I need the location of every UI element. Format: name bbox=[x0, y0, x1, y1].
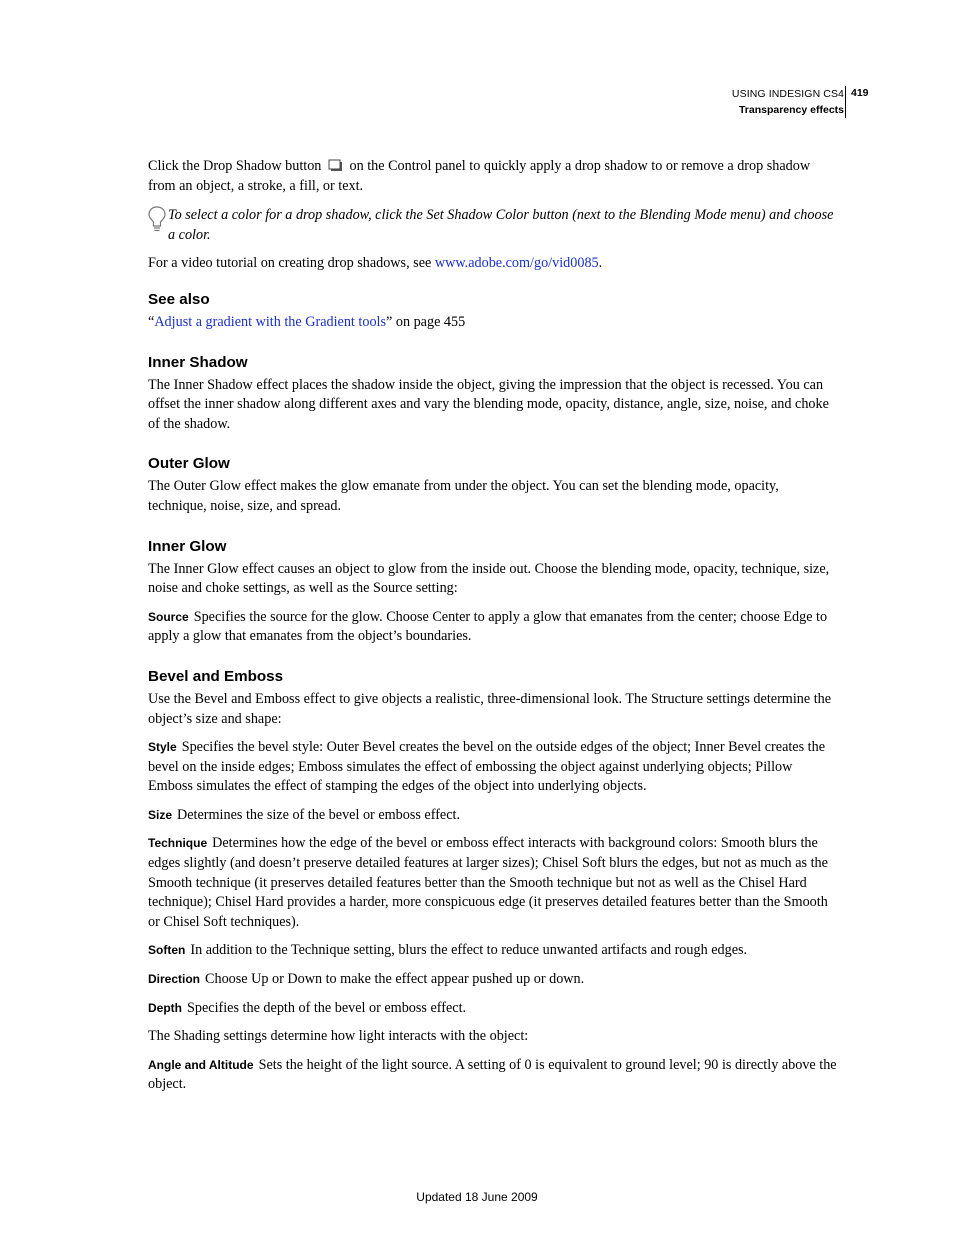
source-term: Source bbox=[148, 609, 189, 624]
intro-paragraph bbox=[148, 157, 840, 196]
intro-text-before: Click the Drop Shadow button bbox=[148, 158, 322, 174]
tip-note bbox=[148, 206, 840, 245]
page-footer: Updated 18 June 2009 bbox=[416, 1190, 538, 1204]
soften-description: In addition to the Technique setting, blurs the effect to reduce unwanted artifacts and rough edges. bbox=[190, 942, 748, 959]
intro-text-after: on the Control panel to quickly apply a drop shadow to or remove a drop shadow from an object, a stroke, a fill, or text. bbox=[148, 158, 811, 194]
style-term: Style bbox=[148, 740, 177, 755]
bevel-emboss-body: Use the Bevel and Emboss effect to give objects a realistic, three-dimensional look. The Structure settings determine the object’s size and shape: bbox=[148, 690, 832, 727]
inner-glow-body: The Inner Glow effect causes an object to glow from the inside out. Choose the blending mode, opacity, technique, size, noise and choke settings, as well as the Source setting: bbox=[148, 560, 830, 597]
drop-shadow-button-icon bbox=[328, 159, 343, 172]
see-also-page-ref: ” on page 455 bbox=[386, 313, 466, 330]
technique-term: Technique bbox=[148, 836, 208, 851]
direction-definition bbox=[148, 970, 840, 990]
page-content bbox=[148, 157, 840, 1095]
header-divider bbox=[845, 86, 846, 118]
technique-definition bbox=[148, 834, 840, 932]
bevel-emboss-heading: Bevel and Emboss bbox=[148, 667, 284, 685]
depth-definition bbox=[148, 999, 840, 1019]
see-also-open-quote: “ bbox=[148, 313, 155, 330]
angle-altitude-description: Sets the height of the light source. A setting of 0 is equivalent to ground level; 90 is directly above the object. bbox=[148, 1056, 837, 1093]
depth-term: Depth bbox=[148, 1000, 182, 1015]
source-definition bbox=[148, 608, 840, 647]
see-also-item bbox=[148, 313, 840, 333]
angle-altitude-definition bbox=[148, 1056, 840, 1095]
shading-intro: The Shading settings determine how light interacts with the object: bbox=[148, 1028, 529, 1045]
inner-shadow-body: The Inner Shadow effect places the shadow inside the object, giving the impression that the object is recessed. You can offset the inner shadow along different axes and vary the blending mode, opacity, distance, angle, size, noise, and choke of the shadow. bbox=[148, 376, 829, 432]
section-title: Transparency effects bbox=[738, 104, 844, 116]
size-term: Size bbox=[148, 807, 173, 822]
inner-shadow-heading: Inner Shadow bbox=[148, 353, 248, 371]
outer-glow-body: The Outer Glow effect makes the glow emanate from under the object. You can set the blending mode, opacity, technique, noise, size, and spread. bbox=[148, 478, 779, 514]
soften-definition bbox=[148, 941, 840, 961]
angle-altitude-term: Angle and Altitude bbox=[148, 1057, 254, 1072]
running-header bbox=[732, 86, 844, 118]
outer-glow-heading: Outer Glow bbox=[148, 455, 230, 473]
lightbulb-icon bbox=[148, 206, 166, 234]
video-paragraph bbox=[148, 254, 840, 274]
soften-term: Soften bbox=[148, 943, 186, 958]
style-description: Specifies the bevel style: Outer Bevel creates the bevel on the outside edges of the object; Inner Bevel creates the bevel on the inside edges; Emboss simulates the effect of embossing the object against underlying objects; Pillow Emboss simulates the effect of stamping the edges of the object into underlying objects. bbox=[148, 739, 826, 795]
direction-description: Choose Up or Down to make the effect appear pushed up or down. bbox=[205, 971, 585, 988]
book-title: USING INDESIGN CS4 bbox=[731, 88, 844, 100]
source-description: Specifies the source for the glow. Choose Center to apply a glow that emanates from the center; choose Edge to apply a glow that emanates from the object’s boundaries. bbox=[148, 608, 828, 645]
style-definition bbox=[148, 738, 840, 797]
video-text-end: . bbox=[598, 255, 603, 272]
video-text: For a video tutorial on creating drop shadows, see bbox=[148, 255, 435, 272]
gradient-tools-link[interactable]: Adjust a gradient with the Gradient tools bbox=[154, 313, 386, 330]
technique-description: Determines how the edge of the bevel or emboss effect interacts with background colors: Smooth blurs the edges slightly (and doesn’t preserve detailed features at larger sizes); Chisel Soft blurs the edges, but not as much as the Smooth technique (it preserves detailed features better than the Smooth technique but not as well as the Chisel Hard technique); Chisel Hard provides a harder, more conspicuous edge (it preserves detailed features better than the Smooth or Chisel Soft techniques). bbox=[148, 835, 828, 930]
direction-term: Direction bbox=[148, 972, 201, 987]
depth-description: Specifies the depth of the bevel or emboss effect. bbox=[187, 999, 467, 1016]
size-definition bbox=[148, 806, 840, 826]
inner-glow-heading: Inner Glow bbox=[148, 537, 227, 555]
video-tutorial-link[interactable]: www.adobe.com/go/vid0085 bbox=[434, 255, 599, 272]
tip-text: To select a color for a drop shadow, click the Set Shadow Color button (next to the Blending Mode menu) and choose a color. bbox=[168, 207, 834, 243]
size-description: Determines the size of the bevel or emboss effect. bbox=[177, 806, 461, 823]
page-number: 419 bbox=[851, 87, 869, 99]
see-also-heading: See also bbox=[148, 290, 210, 308]
